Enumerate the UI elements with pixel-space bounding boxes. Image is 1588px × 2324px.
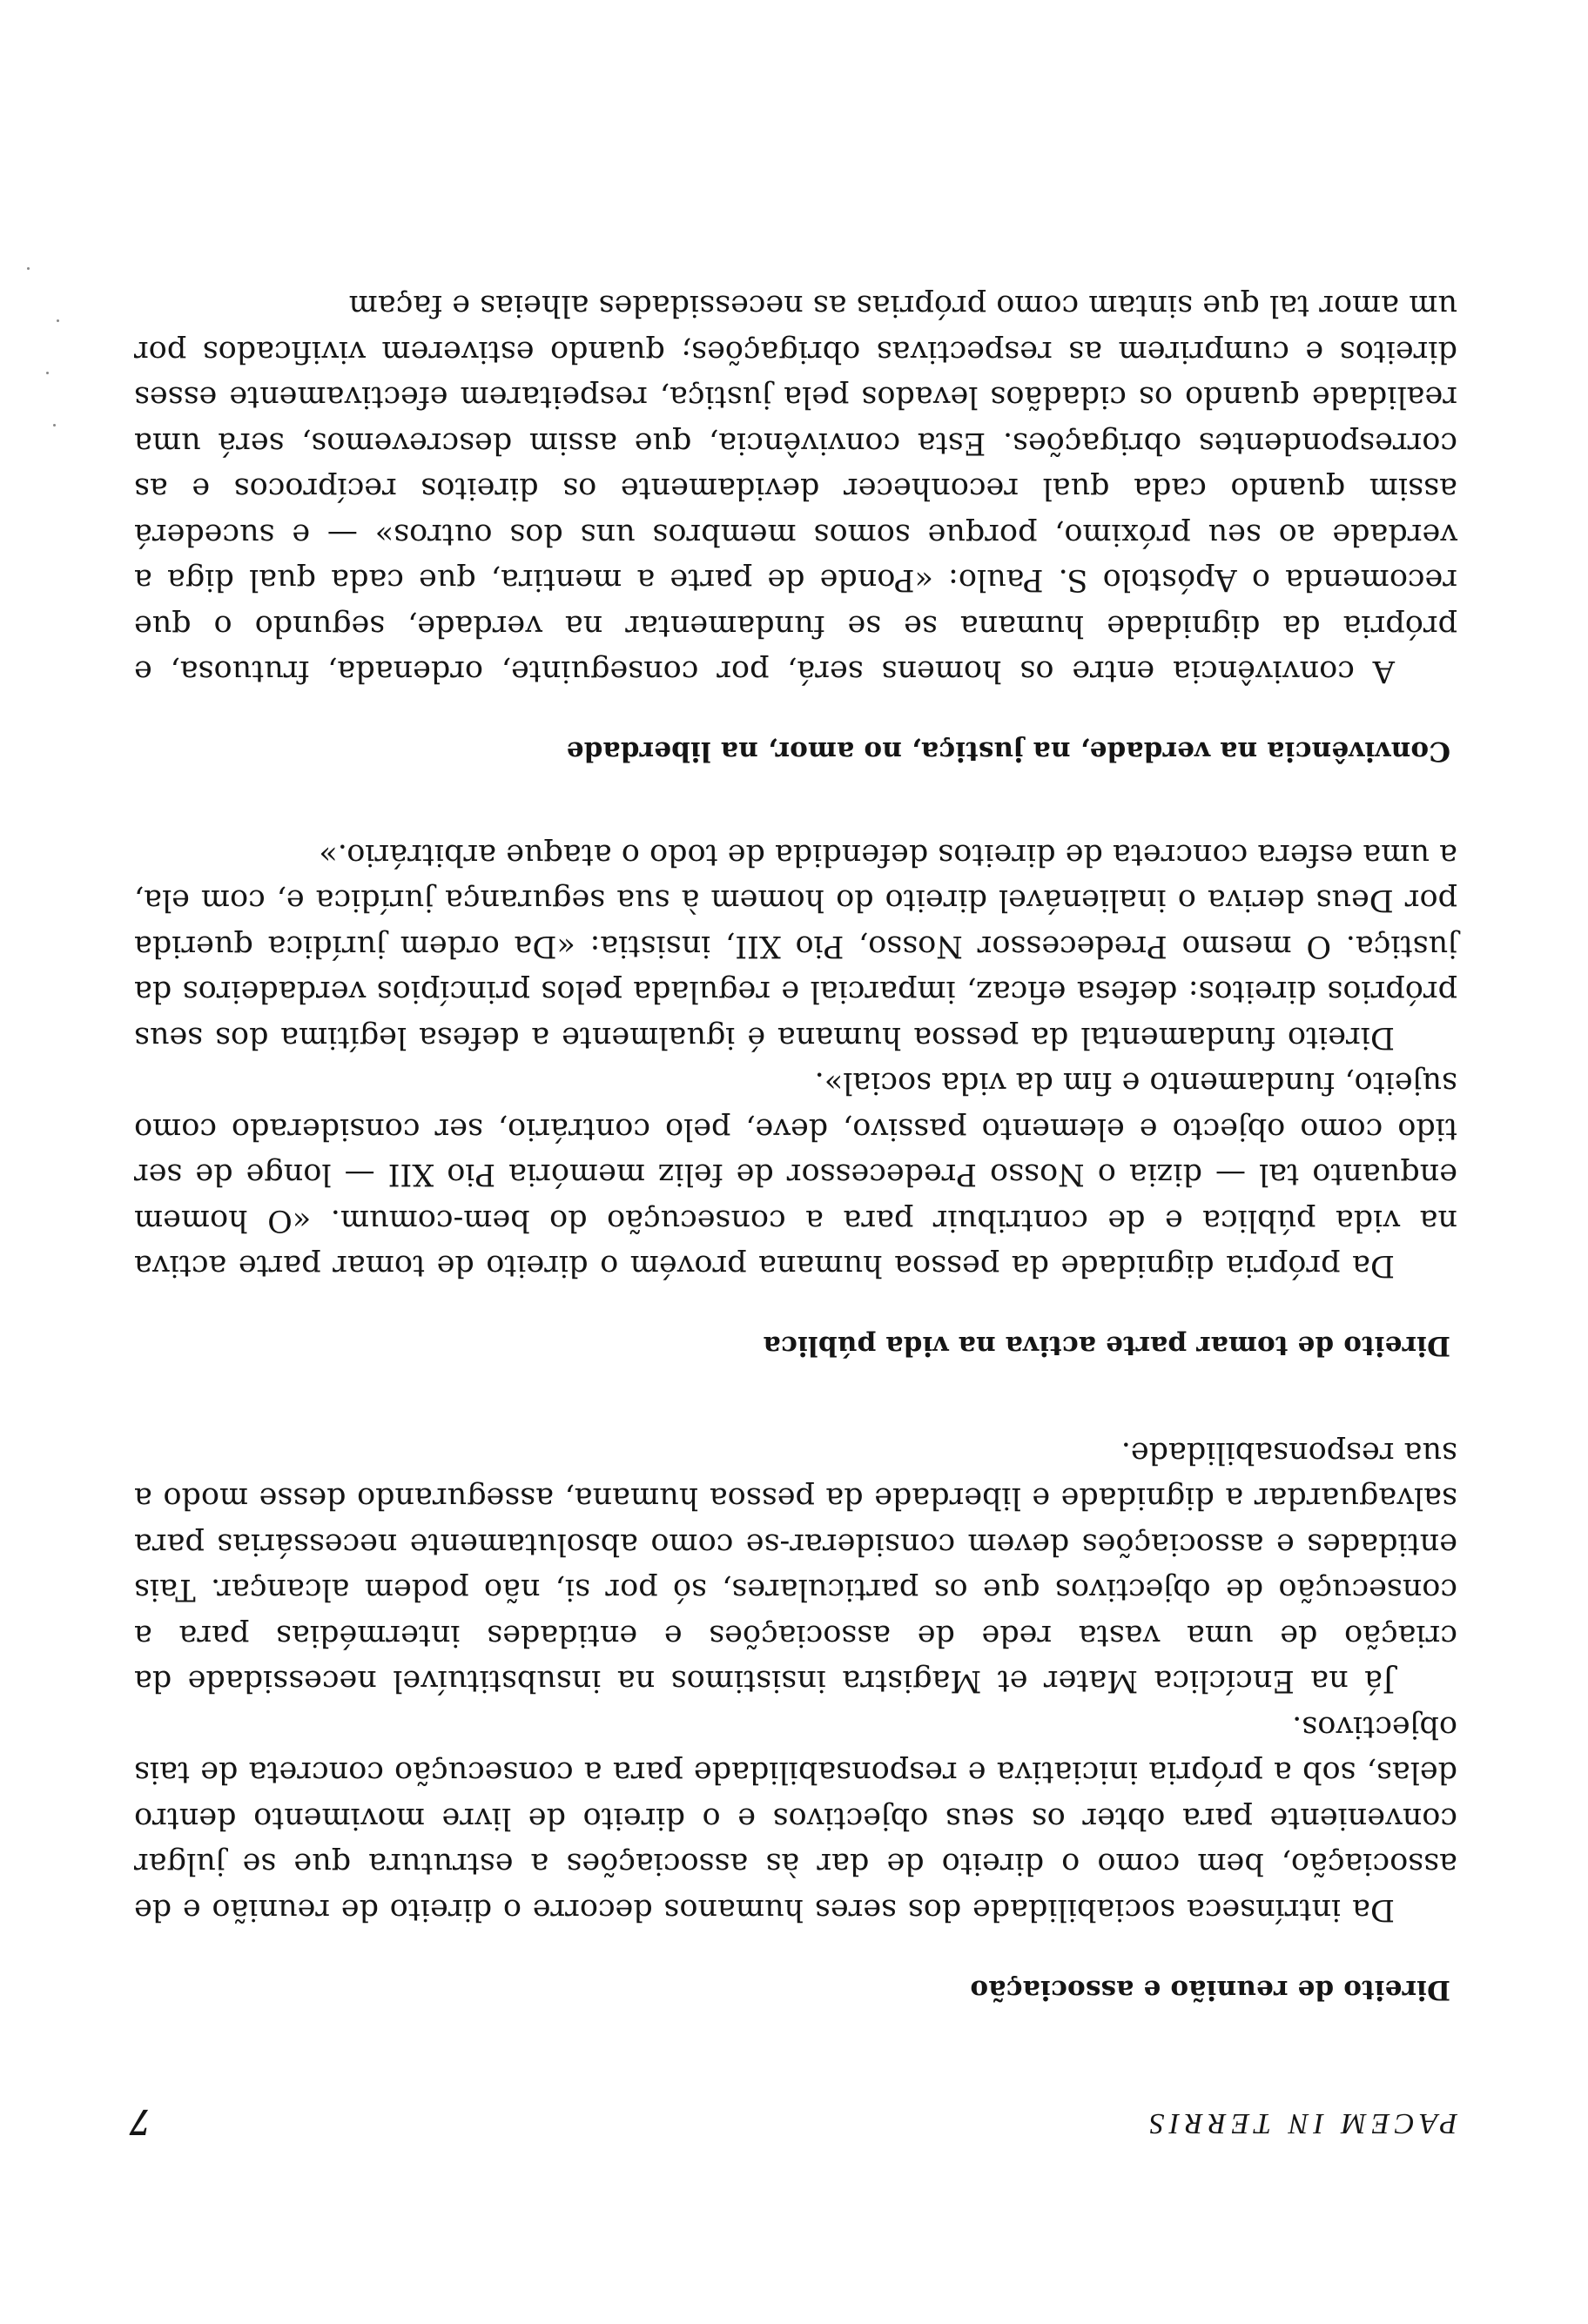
section-reuniao-associacao	[134, 1430, 1457, 2006]
paragraph: Já na Encíclica Mater et Magistra insistimos na insubstituível necessidade da criação de uma vasta rede de associações e entidades intermédias para a consecução de objectivos que os particulares, só por si, não podem alcançar. Tais entidades e associações devem considerar-se como absolutamente necessárias para salvaguardar a dignidade e liberdade da pessoa humana, assegurando desse modo a sua responsabilidade.	[134, 1435, 1457, 1699]
running-title: PACEM IN TERRIS	[1144, 2107, 1457, 2139]
page-number: 7	[131, 2101, 150, 2144]
scan-speck	[53, 424, 56, 427]
paragraph: Da intrínseca sociabilidade dos seres humanos decorre o direito de reunião e de associação, bem como o direito de dar às associações a estrutura que se julgar conveniente para obter os seus objectivos e o direito de livre movimento dentro delas, sob a própria iniciativa e responsabilidade para a consecução concreta de tais objectivos.	[134, 1709, 1457, 1927]
page-header	[131, 2092, 1457, 2145]
paragraph: A convivência entre os homens será, por conseguinte, ordenada, frutuosa, e própria da dignidade humana se se fundamentar na verdade, segundo o que recomenda o Apóstolo S. Paulo: «Ponde de parte a mentira, que cada qual diga a verdade ao seu próximo, porque somos membros uns dos outros» — e sucederá assim quando cada qual reconhecer devidamente os direitos recíprocos e as correspondentes obrigações. Esta convivência, que assim descrevemos, será uma realidade quando os cidadãos levados pela justiça, respeitarem efectivamente esses direitos e cumprirem as respectivas obrigações; quando estiverem vivificados por um amor tal que sintam como próprias as necessidades alheias e façam	[134, 288, 1457, 689]
page-body	[134, 217, 1457, 2005]
scan-speck	[27, 267, 30, 270]
section-vida-publica	[134, 832, 1457, 1362]
paragraph: Da própria dignidade da pessoa humana provém o direito de tomar parte activa na vida pública e de contribuir para a consecução do bem-comum. «O homem enquanto tal — dizia o Nosso Predecessor de feliz memória Pio XII — longe de ser tido como objecto e elemento passivo, deve, pelo contrário, ser considerado como sujeito, fundamento e fim da vida social».	[134, 1065, 1457, 1284]
section-heading: Direito de tomar parte activa na vida pública	[763, 1330, 1450, 1362]
section-heading: Convivência na verdade, na justiça, no amor, na liberdade	[566, 735, 1450, 768]
scan-speck	[46, 372, 49, 374]
section-heading: Direito de reunião e associação	[970, 1974, 1450, 2005]
section-convivencia	[134, 283, 1457, 768]
paragraph: Direito fundamental da pessoa humana é igualmente a defesa legítima dos seus próprios direitos: defesa eficaz, imparcial e regulada pelos princípios verdadeiros da justiça. O mesmo Predecessor Nosso, Pio XII, insistia: «Da ordem jurídica querida por Deus deriva o inalienável direito do homem à sua segurança jurídica e, com ela, a uma esfera concreta de direitos defendida de todo o ataque arbitrário.»	[134, 837, 1457, 1055]
scan-speck	[57, 319, 59, 322]
